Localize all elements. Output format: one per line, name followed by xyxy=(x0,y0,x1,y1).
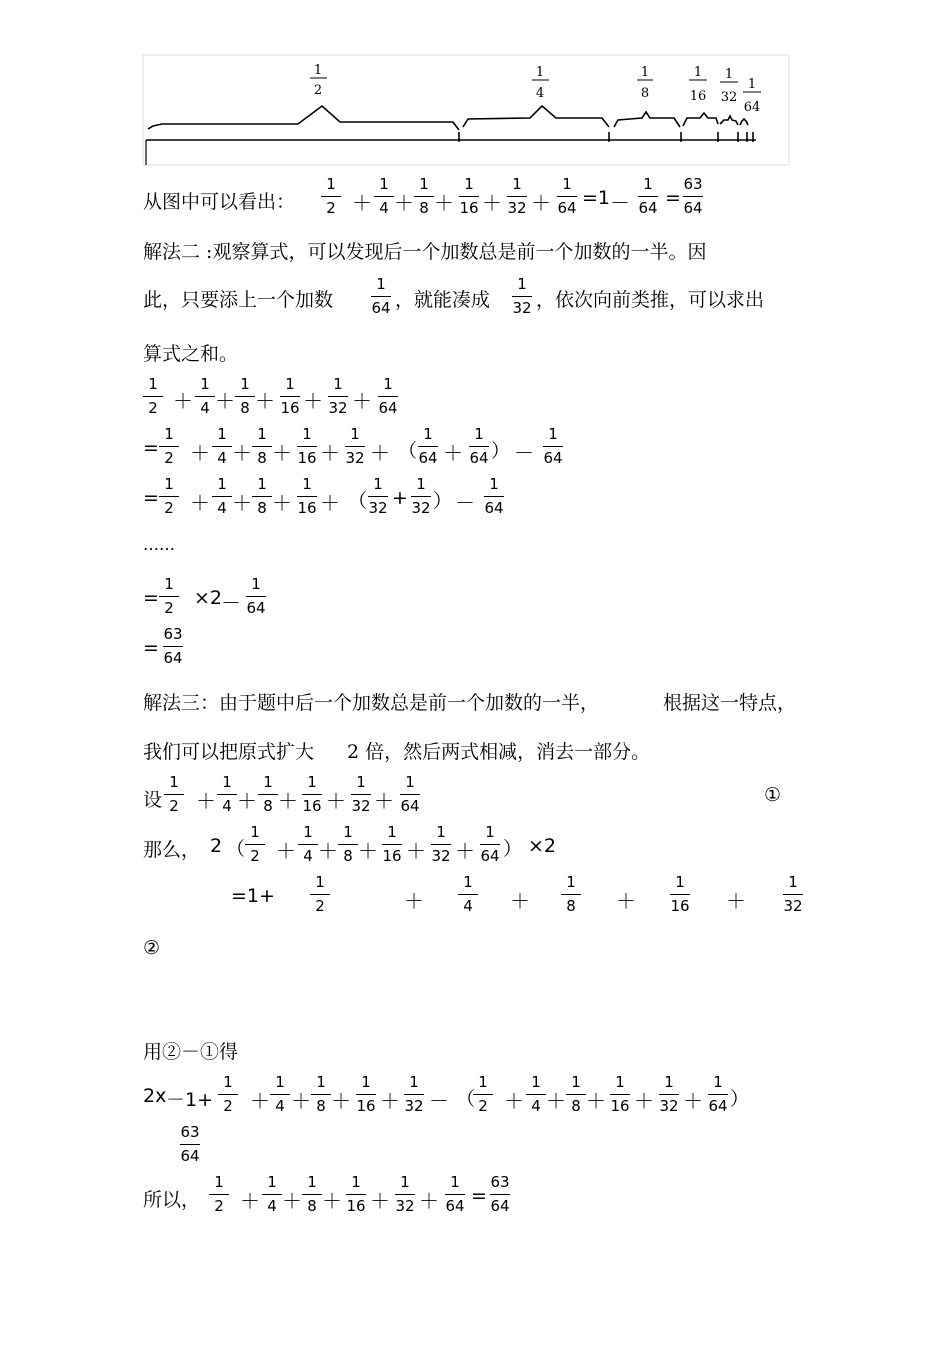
fraction: 1 32 xyxy=(659,1073,679,1115)
fraction: 1 8 xyxy=(558,874,584,920)
fraction: 1 4 xyxy=(455,874,481,920)
plus-sign: ＋ xyxy=(634,1089,654,1113)
plus-sign: ＋ xyxy=(726,889,746,913)
minus-sign: － xyxy=(221,591,241,615)
plus-sign: ＋ xyxy=(434,191,454,215)
fraction: 1 64 xyxy=(371,275,391,317)
fraction: 1 64 xyxy=(378,375,398,417)
minus-sign: － xyxy=(429,1089,449,1113)
equals-sign: = xyxy=(143,437,159,459)
equals-sign: = xyxy=(143,487,159,509)
left-paren: （ xyxy=(348,490,368,512)
fraction: 1 8 xyxy=(299,1174,325,1220)
plus-sign: ＋ xyxy=(374,789,394,813)
right-paren: ） xyxy=(503,838,523,860)
fraction: 1 2 xyxy=(140,376,166,422)
plus-sign: ＋ xyxy=(370,441,390,465)
plus-sign: ＋ xyxy=(215,389,235,413)
fig-label-num: 1 xyxy=(724,67,734,82)
fraction: 1 2 xyxy=(156,576,182,622)
fraction: 1 2 xyxy=(161,774,187,820)
fraction: 1 2 xyxy=(215,1074,241,1120)
fig-label-den: 16 xyxy=(689,89,707,104)
fig-label-num: 1 xyxy=(535,65,545,80)
fraction: 1 32 xyxy=(431,823,451,865)
plus-sign: ＋ xyxy=(232,491,252,515)
fraction: 1 32 xyxy=(507,175,527,217)
fig-label-den: 4 xyxy=(535,86,545,101)
plus-sign: ＋ xyxy=(322,1189,342,1213)
equals-sign: = xyxy=(143,637,159,659)
minus-sign: － xyxy=(514,441,534,465)
plus-sign: ＋ xyxy=(190,491,210,515)
ellipsis: …… xyxy=(143,535,175,554)
fraction: 1 16 xyxy=(670,873,690,915)
fig-label-den: 32 xyxy=(720,90,738,105)
fraction: 1 2 xyxy=(156,426,182,472)
plus-sign: ＋ xyxy=(394,191,414,215)
plus-sign: ＋ xyxy=(303,389,323,413)
plus-sign: ＋ xyxy=(419,1189,439,1213)
two: 2 xyxy=(210,835,223,857)
plus-sign: ＋ xyxy=(510,889,530,913)
plus-sign: ＋ xyxy=(504,1089,524,1113)
fraction: 63 64 xyxy=(163,625,183,667)
fraction: 1 2 xyxy=(156,476,182,522)
method3-line2a: 我们可以把原式扩大 xyxy=(143,741,315,763)
fraction: 1 8 xyxy=(308,1074,334,1120)
right-paren: ） xyxy=(491,440,511,462)
fraction: 1 64 xyxy=(543,425,563,467)
fraction: 1 16 xyxy=(356,1073,376,1115)
fraction: 1 2 xyxy=(206,1174,232,1220)
plus-sign: ＋ xyxy=(326,789,346,813)
fraction: 1 2 xyxy=(318,176,344,222)
method2-line1: 解法二 :观察算式，可以发现后一个加数总是前一个加数的一半。因 xyxy=(143,241,707,263)
fraction: 1 8 xyxy=(255,774,281,820)
fraction: 1 64 xyxy=(246,575,266,617)
fraction: 1 16 xyxy=(610,1073,630,1115)
fraction: 1 4 xyxy=(267,1074,293,1120)
fraction: 1 8 xyxy=(249,426,275,472)
two-x: 2x xyxy=(143,1085,167,1107)
method3-line1a: 解法三：由于题中后一个加数总是前一个加数的一半， xyxy=(143,692,600,714)
intro-text: 从图中可以看出： xyxy=(143,191,296,213)
left-paren: （ xyxy=(456,1088,476,1110)
fraction: 1 4 xyxy=(371,176,397,222)
plus-sign: ＋ xyxy=(237,789,257,813)
right-paren: ） xyxy=(433,490,453,512)
fraction: 1 4 xyxy=(523,1074,549,1120)
equals-sign: = xyxy=(665,187,681,209)
plus-sign: ＋ xyxy=(255,389,275,413)
fraction: 1 64 xyxy=(708,1073,728,1115)
plus-sign: ＋ xyxy=(190,441,210,465)
fig-label-num: 1 xyxy=(640,65,650,80)
plus-sign: ＋ xyxy=(380,1089,400,1113)
plus-sign: ＋ xyxy=(352,191,372,215)
fraction: 1 32 xyxy=(395,1173,415,1215)
fraction: 1 4 xyxy=(209,476,235,522)
plus-sign: ＋ xyxy=(683,1089,703,1113)
method3-line1b: 根据这一特点， xyxy=(663,692,797,714)
fraction: 1 32 xyxy=(512,275,532,317)
fraction: 1 8 xyxy=(335,824,361,870)
fraction: 1 4 xyxy=(192,376,218,422)
fraction: 1 4 xyxy=(295,824,321,870)
fraction: 1 32 xyxy=(404,1073,424,1115)
plus-sign: ＋ xyxy=(240,1189,260,1213)
fraction: 1 2 xyxy=(470,1074,496,1120)
plus-sign: ＋ xyxy=(482,191,502,215)
plus-sign: ＋ xyxy=(331,1089,351,1113)
fraction: 1 32 xyxy=(345,425,365,467)
fraction: 1 2 xyxy=(307,874,333,920)
fraction: 1 64 xyxy=(400,773,420,815)
fraction: 1 64 xyxy=(638,175,658,217)
fraction: 1 32 xyxy=(783,873,803,915)
fraction: 1 64 xyxy=(480,823,500,865)
circle-one: ① xyxy=(764,784,782,806)
plus-sign: ＋ xyxy=(232,441,252,465)
then-text: 那么， xyxy=(143,839,201,861)
right-paren: ） xyxy=(730,1088,750,1110)
fraction: 1 2 xyxy=(242,824,268,870)
fraction: 1 64 xyxy=(418,425,438,467)
fig-label-num: 1 xyxy=(693,65,703,80)
plus-sign: ＋ xyxy=(546,1089,566,1113)
fig-label-den: 2 xyxy=(313,83,323,98)
fraction: 1 32 xyxy=(411,475,431,517)
fraction: 1 32 xyxy=(328,375,348,417)
left-paren: （ xyxy=(226,838,246,860)
fraction: 1 64 xyxy=(484,475,504,517)
plus-sign: ＋ xyxy=(616,889,636,913)
fraction: 1 16 xyxy=(297,425,317,467)
fraction: 1 32 xyxy=(368,475,388,517)
fraction: 1 16 xyxy=(280,375,300,417)
fig-label-den: 64 xyxy=(743,100,761,115)
plus-sign: ＋ xyxy=(320,441,340,465)
equals-sign: = xyxy=(143,587,159,609)
plus-sign: ＋ xyxy=(352,389,372,413)
fraction: 1 4 xyxy=(209,426,235,472)
use-text: 用②－①得 xyxy=(143,1041,239,1063)
method2-text: ，就能凑成 xyxy=(395,289,491,311)
plus-sign: ＋ xyxy=(586,1089,606,1113)
fraction: 1 16 xyxy=(459,175,479,217)
equals-sign: = xyxy=(471,1185,487,1207)
plus-sign: ＋ xyxy=(318,839,338,863)
fraction-diagram xyxy=(0,0,950,170)
fraction: 1 8 xyxy=(411,176,437,222)
set-text: 设 xyxy=(143,789,163,811)
times-two: ×2 xyxy=(528,835,557,857)
plus-sign: ＋ xyxy=(278,789,298,813)
fraction: 1 64 xyxy=(469,425,489,467)
plus-sign: ＋ xyxy=(272,491,292,515)
left-paren: （ xyxy=(398,440,418,462)
plus-sign: ＋ xyxy=(358,839,378,863)
minus-sign: － xyxy=(455,491,475,515)
fraction: 63 64 xyxy=(683,175,703,217)
plus-sign: ＋ xyxy=(443,441,463,465)
so-text: 所以， xyxy=(143,1189,201,1211)
fraction: 63 64 xyxy=(490,1173,510,1215)
fraction: 1 16 xyxy=(382,823,402,865)
plus-sign: + xyxy=(392,487,408,509)
fraction: 1 8 xyxy=(232,376,258,422)
plus-sign: ＋ xyxy=(531,191,551,215)
plus-sign: ＋ xyxy=(370,1189,390,1213)
fraction: 1 8 xyxy=(563,1074,589,1120)
plus-sign: ＋ xyxy=(196,789,216,813)
plus-sign: ＋ xyxy=(250,1089,270,1113)
fraction: 1 32 xyxy=(351,773,371,815)
fraction: 1 16 xyxy=(302,773,322,815)
fig-label-num: 1 xyxy=(313,63,323,78)
fraction: 63 64 xyxy=(180,1123,200,1165)
plus-sign: ＋ xyxy=(406,839,426,863)
method2-line3: 算式之和。 xyxy=(143,343,239,365)
minus-sign: － xyxy=(610,191,630,215)
method2-text: 此，只要添上一个加数 xyxy=(143,289,334,311)
times-two: ×2 xyxy=(194,587,223,609)
fraction: 1 8 xyxy=(249,476,275,522)
fraction: 1 4 xyxy=(214,774,240,820)
circle-two: ② xyxy=(143,937,161,959)
method3-line2b: 2 倍，然后两式相减，消去一部分。 xyxy=(347,741,651,763)
fraction: 1 16 xyxy=(297,475,317,517)
plus-sign: ＋ xyxy=(404,889,424,913)
fraction: 1 4 xyxy=(259,1174,285,1220)
minus-one-plus: －1+ xyxy=(166,1089,214,1111)
plus-sign: ＋ xyxy=(173,389,193,413)
fraction: 1 64 xyxy=(557,175,577,217)
plus-sign: ＋ xyxy=(276,839,296,863)
plus-sign: ＋ xyxy=(272,441,292,465)
fig-label-num: 1 xyxy=(747,77,757,92)
fig-label-den: 8 xyxy=(640,86,650,101)
equals-one: =1 xyxy=(582,187,611,209)
fraction: 1 64 xyxy=(445,1173,465,1215)
method2-text: ，依次向前类推，可以求出 xyxy=(536,289,765,311)
equals-one-plus: =1+ xyxy=(231,885,275,907)
plus-sign: ＋ xyxy=(282,1189,302,1213)
plus-sign: ＋ xyxy=(320,491,340,515)
plus-sign: ＋ xyxy=(455,839,475,863)
fraction: 1 16 xyxy=(346,1173,366,1215)
plus-sign: ＋ xyxy=(291,1089,311,1113)
